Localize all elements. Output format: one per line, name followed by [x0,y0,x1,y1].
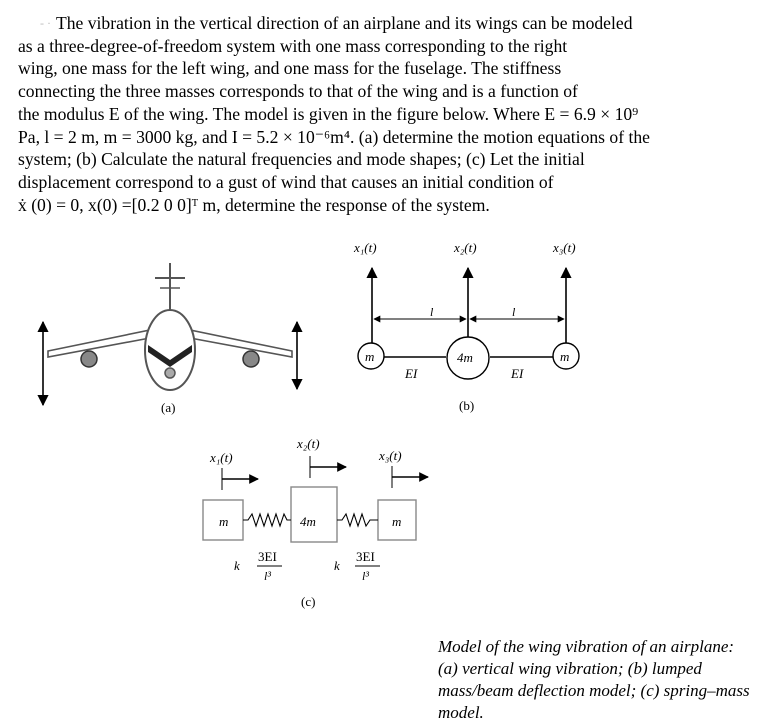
c-stiff-num-1: 3EI [258,549,277,564]
problem-line-6: Pa, l = 2 m, m = 3000 kg, and I = 5.2 × 10⁻⁶m⁴. (a) determine the motion equations of the [18,126,650,147]
fig-label-b: (b) [459,398,475,413]
problem-line-9: ẋ (0) = 0, x(0) =[0.2 0 0]ᵀ m, determine the response of the system. [18,194,490,215]
left-engine-icon [81,351,97,367]
fig-label-c: (c) [301,594,316,609]
c-coord-x1: x₁(t) [210,450,233,465]
spring-2 [337,514,378,526]
problem-line-1: - · The vibration in the vertical direction of an airplane and its wings can be modeled [40,13,633,33]
airplane-front-view [43,263,297,415]
b-mass-3-label: m [560,349,570,364]
b-length-1: l [430,305,434,319]
bullet-mark: - · [40,16,51,30]
lumped-mass-model [353,240,579,413]
b-length-2: l [512,305,516,319]
b-coord-x1: x₁(t) [354,240,377,255]
c-coord-x3: x₃(t) [379,448,402,463]
b-mass-1-label: m [365,349,375,364]
problem-line-4: connecting the three masses corresponds to that of the wing and is a function of [18,81,578,102]
b-beam-1-label: EI [405,366,418,381]
b-beam-2-label: EI [511,366,524,381]
right-engine-icon [243,351,259,367]
c-stiff-num-2: 3EI [356,549,375,564]
problem-line-2: as a three-degree-of-freedom system with one mass corresponding to the right [18,35,568,56]
problem-line-8: displacement correspond to a gust of wind that causes an initial condition of [18,171,554,192]
c-stiff-den-2: l³ [362,569,369,583]
figure-caption: Model of the wing vibration of an airplane: (a) vertical wing vibration; (b) lumped mass/beam deflection model; (c) spring–mass model. [438,637,750,722]
c-stiff-den-1: l³ [264,569,271,583]
problem-line-3: wing, one mass for the left wing, and one mass for the fuselage. The stiffness [18,58,562,79]
c-mass-3-label: m [392,514,402,529]
problem-line-7: system; (b) Calculate the natural frequencies and mode shapes; (c) Let the initial [18,149,585,170]
spring-1 [243,514,291,526]
c-k-1: k [234,558,240,573]
b-mass-2-label: 4m [457,350,473,365]
b-coord-x2: x₂(t) [454,240,477,255]
c-k-2: k [334,558,340,573]
c-mass-1-label: m [219,514,229,529]
spring-mass-model [203,436,428,609]
c-coord-x2: x₂(t) [297,436,320,451]
nose-gear-icon [165,368,175,378]
problem-line-5: the modulus E of the wing. The model is given in the figure below. Where E = 6.9 × 10⁹ [18,103,639,124]
fig-label-a: (a) [161,400,176,415]
b-coord-x3: x₃(t) [553,240,576,255]
c-mass-2-label: 4m [300,514,316,529]
